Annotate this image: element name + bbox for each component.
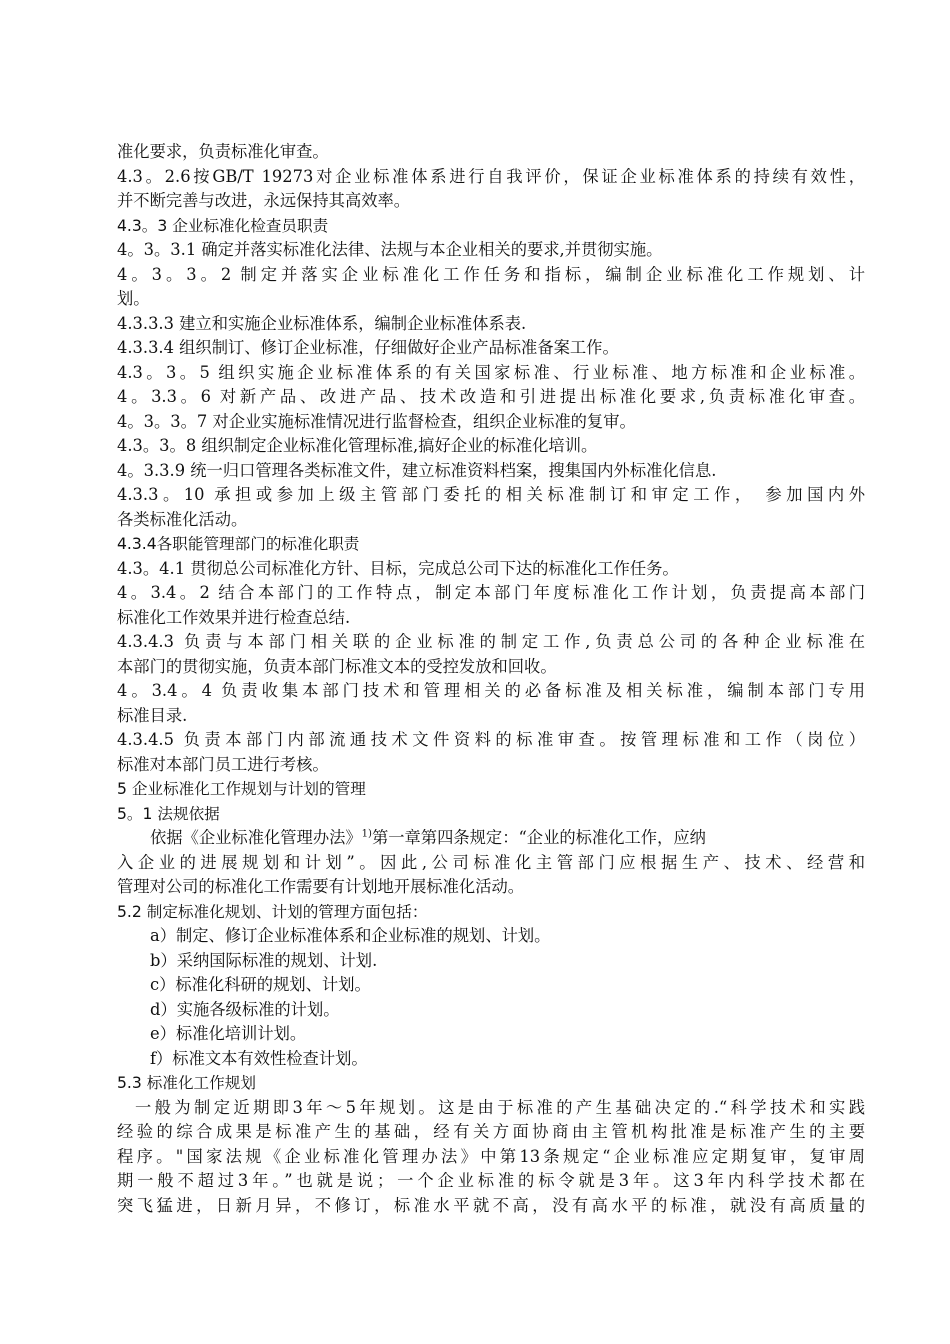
- paragraph-line: 4.3.3.3 建立和实施企业标准体系，编制企业标准体系表.: [117, 313, 527, 333]
- section-heading: 5。1 法规依据: [117, 804, 220, 823]
- paragraph-line: 4.3.4.3 负责与本部门相关联的企业标准的制定工作,负责总公司的各种企业标准在: [117, 632, 865, 651]
- list-item: e）标准化培训计划。: [150, 1024, 307, 1043]
- footnote-marker: 1): [361, 828, 372, 840]
- paragraph-line: 经验的综合成果是标准产生的基础，经有关方面协商由主管机构批准是标准产生的主要: [117, 1122, 865, 1141]
- paragraph-line: 管理对公司的标准化工作需要有计划地开展标准化活动。: [117, 877, 525, 896]
- paragraph-line: 各类标准化活动。: [117, 509, 248, 529]
- section-heading: 5.2 制定标准化规划、计划的管理方面包括：: [117, 902, 428, 921]
- paragraph-line: 准化要求，负责标准化审查。: [117, 142, 329, 161]
- section-heading: 4.3.4各职能管理部门的标准化职责: [117, 535, 360, 553]
- paragraph-line: 期一般不超过3年。”也就是说；一个企业标准的标令就是3年。这3年内科学技术都在: [117, 1171, 865, 1190]
- paragraph-line: 4.3。2.6按GB/T 19273对企业标准体系进行自我评价，保证企业标准体系的持续有效性，: [117, 166, 865, 186]
- paragraph-line: 4。3.4。4 负责收集本部门技术和管理相关的必备标准及相关标准，编制本部门专用: [117, 681, 865, 700]
- paragraph-line: 4。3。3.1 确定并落实标准化法律、法规与本企业相关的要求,并贯彻实施。: [117, 240, 663, 259]
- section-heading: 5.3 标准化工作规划: [117, 1074, 256, 1092]
- section-heading: 4.3。3 企业标准化检查员职责: [117, 216, 329, 235]
- paragraph-line: 并不断完善与改进，永远保持其高效率。: [117, 191, 411, 210]
- paragraph-line: 4。3.4。2 结合本部门的工作特点，制定本部门年度标准化工作计划，负责提高本部门: [117, 583, 865, 602]
- paragraph-line: 4.3。4.1 贯彻总公司标准化方针、目标，完成总公司下达的标准化工作任务。: [117, 558, 679, 578]
- paragraph-line: 标准目录.: [117, 705, 188, 725]
- paragraph-line: 4.3.3.4 组织制订、修订企业标准，仔细做好企业产品标准备案工作。: [117, 338, 619, 357]
- section-heading: 5 企业标准化工作规划与计划的管理: [117, 780, 366, 798]
- paragraph-line: 4。3。3。7 对企业实施标准情况进行监督检查，组织企业标准的复审。: [117, 411, 636, 431]
- paragraph-line: 一般为制定近期即3年～5年规划。这是由于标准的产生基础决定的.“科学技术和实践: [135, 1097, 865, 1117]
- paragraph-line: 4。3.3。6 对新产品、改进产品、技术改造和引进提出标准化要求,负责标准化审查。: [117, 387, 865, 406]
- paragraph-line: 突飞猛进，日新月异，不修订，标准水平就不高，没有高水平的标准，就没有高质量的: [117, 1195, 865, 1215]
- list-item: a）制定、修订企业标准体系和企业标准的规划、计划。: [150, 926, 551, 945]
- list-item: f）标准文本有效性检查计划。: [150, 1048, 368, 1068]
- paragraph-line: 本部门的贯彻实施，负责本部门标准文本的受控发放和回收。: [117, 656, 557, 676]
- paragraph-line: 4.3。3。8 组织制定企业标准化管理标准,搞好企业的标准化培训。: [117, 436, 598, 455]
- paragraph-line: 4.3.4.5 负责本部门内部流通技术文件资料的标准审查。按管理标准和工作（岗位）: [117, 730, 865, 749]
- paragraph-line: 程序。"国家法规《企业标准化管理办法》中第13条规定“企业标准应定期复审，复审周: [117, 1146, 865, 1166]
- paragraph-line: 4.3.3。10 承担或参加上级主管部门委托的相关标准制订和审定工作， 参加国内外: [117, 485, 865, 504]
- document-body: [117, 140, 865, 1218]
- paragraph-line-with-footnote: [117, 826, 865, 851]
- paragraph-line: 4.3。3。5 组织实施企业标准体系的有关国家标准、行业标准、地方标准和企业标准。: [117, 362, 865, 382]
- paragraph-line: 4。3。3。2 制定并落实企业标准化工作任务和指标，编制企业标准化工作规划、计: [117, 264, 865, 284]
- paragraph-text: 依据《企业标准化管理办法》: [150, 828, 362, 847]
- paragraph-line: 标准化工作效果并进行检查总结.: [117, 607, 351, 627]
- paragraph-line: 4。3.3.9 统一归口管理各类标准文件，建立标准资料档案，搜集国内外标准化信息.: [117, 460, 717, 480]
- list-item: c）标准化科研的规划、计划。: [150, 975, 371, 994]
- paragraph-line: 入企业的进展规划和计划”。因此,公司标准化主管部门应根据生产、技术、经营和: [117, 852, 865, 872]
- paragraph-text: 第一章第四条规定：“企业的标准化工作，应纳: [371, 828, 706, 847]
- paragraph-line: 划。: [117, 289, 150, 308]
- paragraph-line: 标准对本部门员工进行考核。: [117, 754, 329, 774]
- list-item: b）采纳国际标准的规划、计划.: [150, 950, 378, 970]
- list-item: d）实施各级标准的计划。: [150, 999, 340, 1019]
